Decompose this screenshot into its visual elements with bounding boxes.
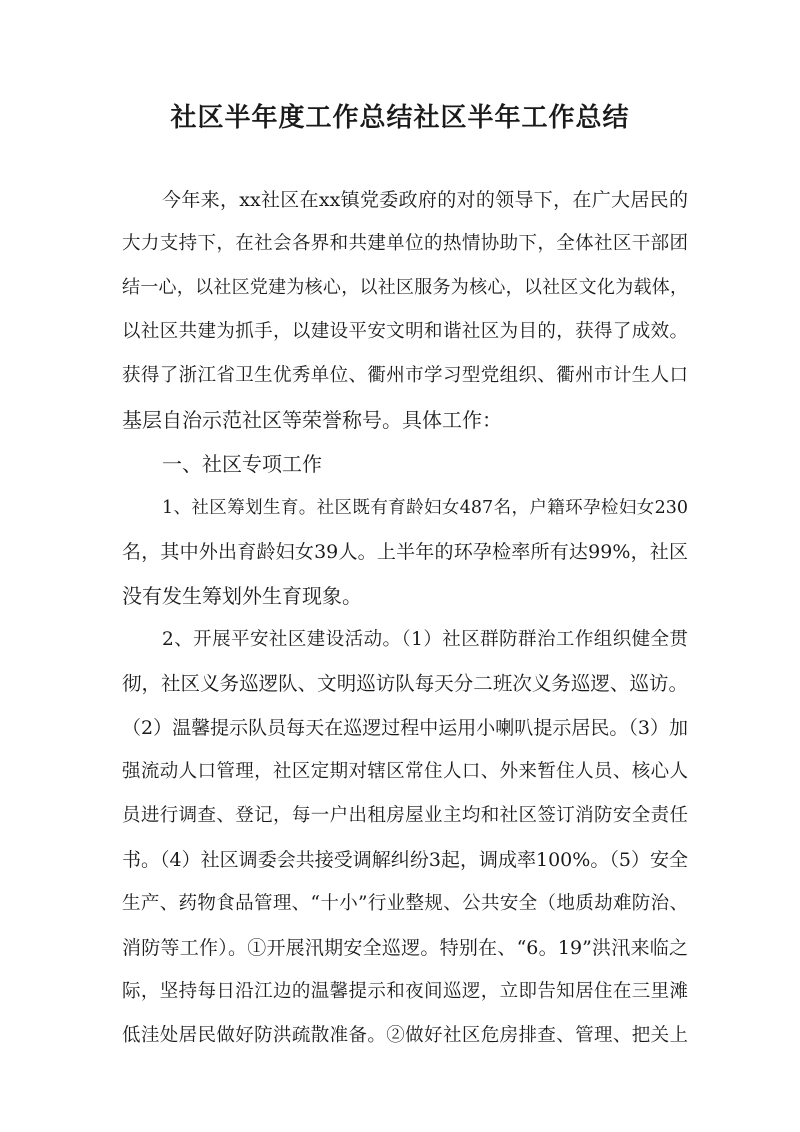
paragraph-line: 获得了浙江省卫生优秀单位、衢州市学习型党组织、衢州市计生人口 [122, 365, 688, 386]
paragraph-line: 消防等工作）。①开展汛期安全巡逻。特别在、“6。19”洪汛来临之 [122, 937, 688, 959]
paragraph-line: 际，坚持每日沿江边的温馨提示和夜间巡逻，立即告知居住在三里滩 [122, 981, 688, 1002]
section-heading: 一、社区专项工作 [162, 452, 322, 476]
paragraph-line: 彻，社区义务巡逻队、文明巡访队每天分二班次义务巡逻、巡访。 [122, 672, 688, 695]
paragraph-line: 2、开展平安社区建设活动。（1）社区群防群治工作组织健全贯 [162, 629, 688, 650]
paragraph-line: 强流动人口管理，社区定期对辖区常住人口、外来暂住人员、核心人 [122, 761, 688, 782]
paragraph-line: 名，其中外出育龄妇女39人。上半年的环孕检率所有达99%，社区 [122, 541, 688, 563]
paragraph-line: 以社区共建为抓手，以建设平安文明和谐社区为目的，获得了成效。 [122, 321, 688, 342]
paragraph-line: 1、社区筹划生育。社区既有育龄妇女487名，户籍环孕检妇女230 [162, 498, 688, 518]
paragraph-line: 大力支持下，在社会各界和共建单位的热情协助下，全体社区干部团 [122, 233, 688, 254]
paragraph-line: 结一心，以社区党建为核心，以社区服务为核心，以社区文化为载体， [122, 277, 688, 298]
paragraph-line: 今年来，xx社区在xx镇党委政府的对的领导下，在广大居民的 [162, 189, 688, 211]
paragraph-line: 员进行调查、登记，每一户出租房屋业主均和社区签订消防安全责任 [122, 805, 688, 826]
paragraph-line: 书。（4）社区调委会共接受调解纠纷3起，调成率100%。（5）安全 [122, 849, 688, 871]
paragraph-line: 生产、药物食品管理、“十小”行业整规、公共安全（地质劫难防治、 [122, 893, 688, 914]
paragraph-line: 低洼处居民做好防洪疏散准备。②做好社区危房排查、管理、把关上 [122, 1025, 688, 1046]
document-title: 社区半年度工作总结社区半年工作总结 [170, 103, 630, 133]
paragraph-line: （2）温馨提示队员每天在巡逻过程中运用小喇叭提示居民。（3）加 [122, 717, 688, 739]
paragraph-line: 没有发生筹划外生育现象。 [122, 584, 362, 608]
paragraph-line: 基层自治示范社区等荣誉称号。具体工作： [122, 408, 502, 432]
